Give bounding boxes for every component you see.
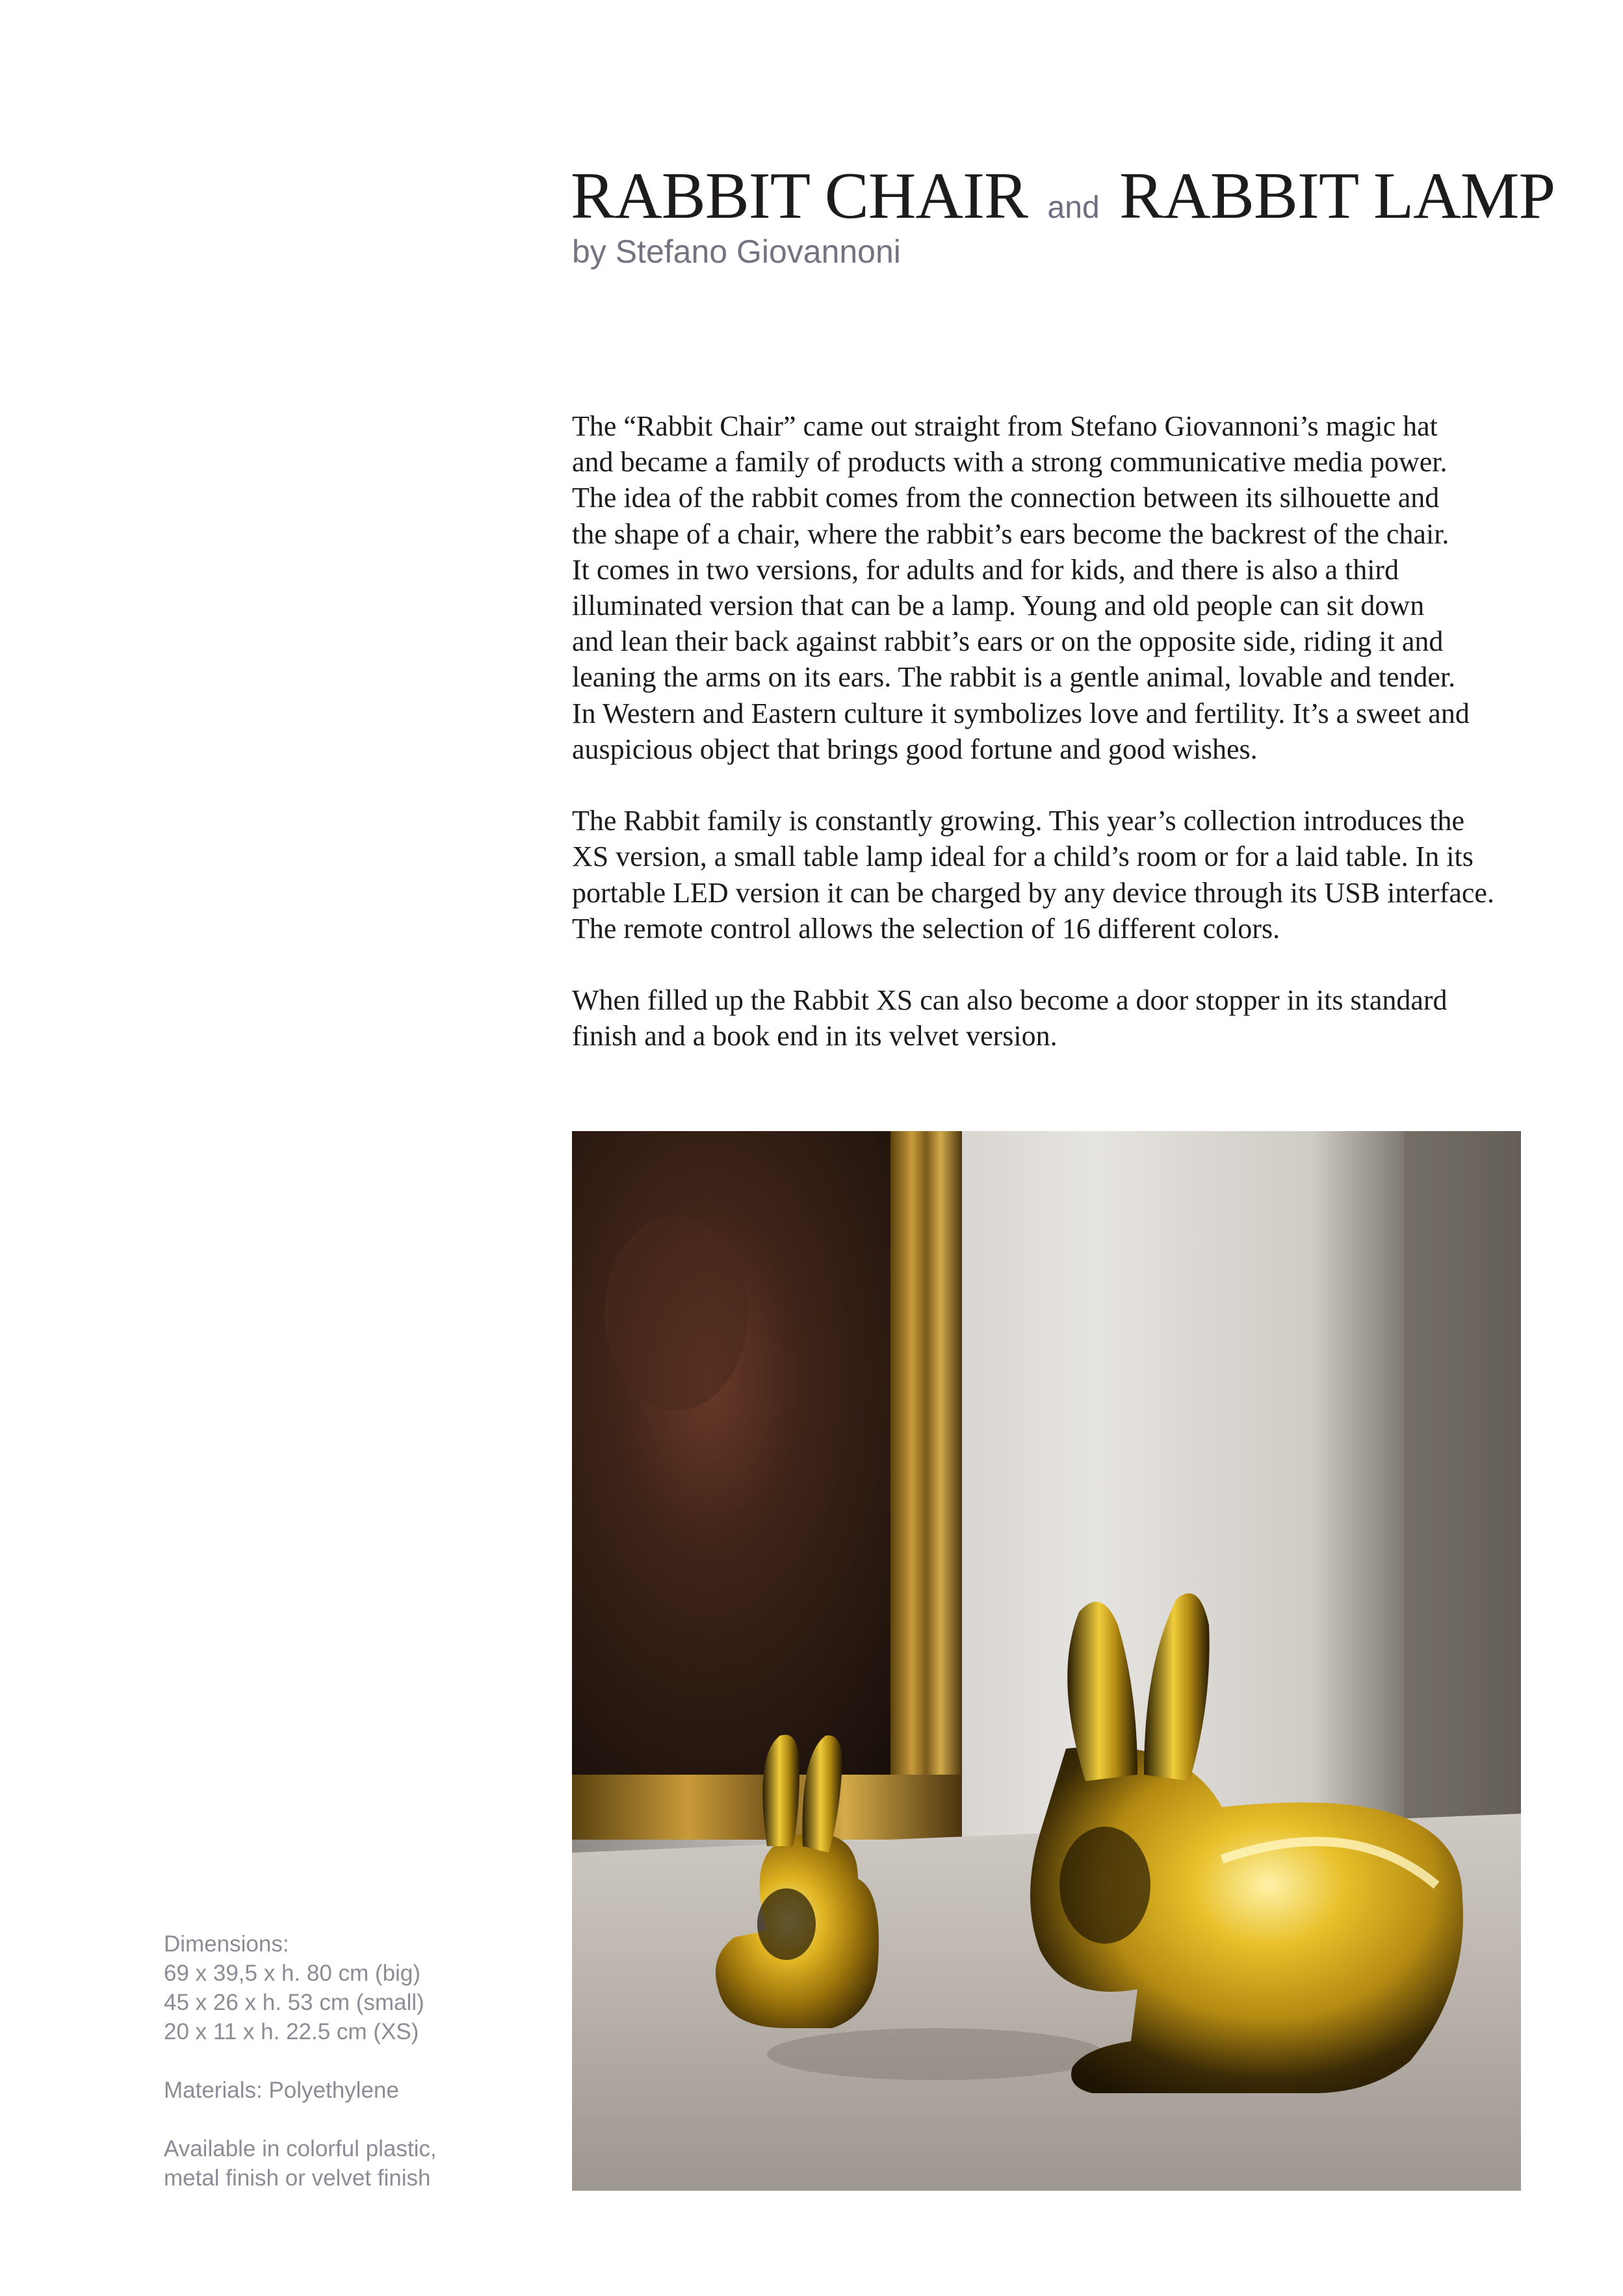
designer-byline: by Stefano Giovannoni (572, 233, 901, 270)
text-line: XS version, a small table lamp ideal for a child’s room or for a laid table. In its (572, 841, 1474, 873)
paragraph-3 (572, 982, 1586, 1054)
text-line: The Rabbit family is constantly growing. This year’s collection introduces the (572, 805, 1465, 837)
text-line: It comes in two versions, for adults and for kids, and there is also a third (572, 553, 1399, 586)
paragraph-2 (572, 803, 1586, 946)
dimension-big: 69 x 39,5 x h. 80 cm (big) (164, 1961, 421, 1986)
text-line: the shape of a chair, where the rabbit’s ears become the backrest of the chair. (572, 517, 1449, 550)
text-line: portable LED version it can be charged by any device through its USB interface. (572, 876, 1494, 909)
availability-line: Available in colorful plastic, (164, 2136, 437, 2161)
title-rabbit-chair: RABBIT CHAIR (571, 159, 1028, 233)
table-shadow (767, 2028, 1105, 2080)
materials-text: Materials: Polyethylene (164, 2078, 399, 2103)
text-line: leaning the arms on its ears. The rabbit is a gentle animal, lovable and tender. (572, 661, 1456, 694)
dimensions-block (164, 1929, 528, 2046)
dimension-small: 45 x 26 x h. 53 cm (small) (164, 1990, 424, 2015)
title-rabbit-lamp: RABBIT LAMP (1119, 159, 1555, 233)
title-and: and (1047, 190, 1100, 225)
text-line: auspicious object that brings good fortune and good wishes. (572, 733, 1258, 765)
text-line: The remote control allows the selection of 16 different colors. (572, 912, 1280, 945)
text-line: finish and a book end in its velvet version. (572, 1020, 1058, 1052)
text-line: In Western and Eastern culture it symbolizes love and fertility. It’s a sweet and (572, 697, 1470, 729)
text-line: and became a family of products with a strong communicative media power. (572, 446, 1448, 478)
description-body (572, 408, 1586, 1054)
painting-frame-side (890, 1131, 962, 1840)
materials-block (164, 2076, 528, 2105)
paragraph-1 (572, 408, 1586, 767)
availability-block (164, 2134, 528, 2193)
wall-shadow (1404, 1131, 1521, 1911)
product-specs (164, 1929, 528, 2193)
dimensions-label: Dimensions: (164, 1931, 289, 1957)
text-line: and lean their back against rabbit’s ears or on the opposite side, riding it and (572, 625, 1444, 658)
dimension-xs: 20 x 11 x h. 22.5 cm (XS) (164, 2019, 419, 2044)
text-line: The “Rabbit Chair” came out straight from Stefano Giovannoni’s magic hat (572, 410, 1438, 442)
product-photo (572, 1131, 1521, 2191)
painting-figure (604, 1216, 747, 1411)
text-line: When filled up the Rabbit XS can also become a door stopper in its standard (572, 984, 1448, 1017)
availability-line: metal finish or velvet finish (164, 2165, 431, 2191)
text-line: illuminated version that can be a lamp. Young and old people can sit down (572, 590, 1425, 622)
text-line: The idea of the rabbit comes from the connection between its silhouette and (572, 482, 1440, 514)
